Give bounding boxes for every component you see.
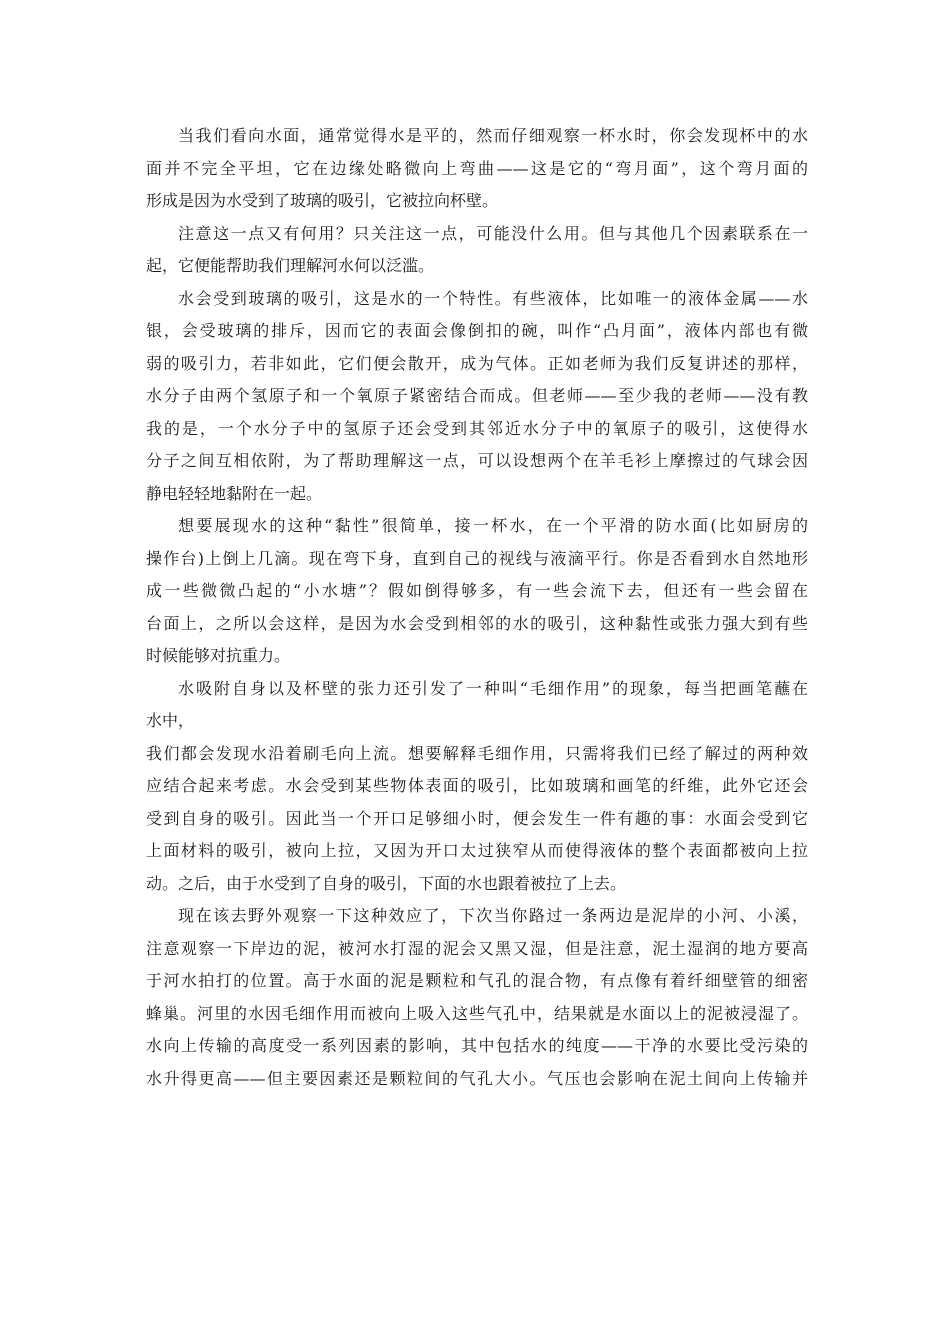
text-line: 注意观察一下岸边的泥，被河水打湿的泥会又黑又湿，但是注意，泥土湿润的地方要高 [146, 938, 808, 958]
text-line: 水升得更高——但主要因素还是颗粒间的气孔大小。气压也会影响在泥土间向上传输并 [146, 1068, 808, 1088]
text-line: 操作台)上倒上几滴。现在弯下身，直到自己的视线与液滴平行。你是否看到水自然地形 [146, 548, 808, 568]
text-line: 注意这一点又有何用？只关注这一点，可能没什么用。但与其他几个因素联系在一 [178, 223, 808, 243]
text-line: 面并不完全平坦，它在边缘处略微向上弯曲——这是它的“弯月面”，这个弯月面的 [146, 158, 808, 178]
body-text [146, 120, 808, 1095]
text-line: 水吸附自身以及杯壁的张力还引发了一种叫“毛细作用”的现象，每当把画笔蘸在 [178, 678, 808, 698]
text-line: 时候能够对抗重力。 [146, 646, 291, 665]
text-line: 台面上，之所以会这样，是因为水会受到相邻的水的吸引，这种黏性或张力强大到有些 [146, 613, 808, 633]
text-line: 弱的吸引力，若非如此，它们便会散开，成为气体。正如老师为我们反复讲述的那样， [146, 353, 808, 373]
text-line: 上面材料的吸引，被向上拉，又因为开口太过狭窄从而使得液体的整个表面都被向上拉 [146, 841, 808, 860]
text-line: 想要展现水的这种“黏性”很简单，接一杯水，在一个平滑的防水面(比如厨房的 [178, 516, 808, 535]
text-line: 应结合起来考虑。水会受到某些物体表面的吸引，比如玻璃和画笔的纤维，此外它还会 [146, 776, 808, 795]
text-line: 我的是，一个水分子中的氢原子还会受到其邻近水分子中的氧原子的吸引，这使得水 [146, 418, 808, 438]
text-line: 水向上传输的高度受一系列因素的影响，其中包括水的纯度——干净的水要比受污染的 [146, 1036, 808, 1055]
text-line: 于河水拍打的位置。高于水面的泥是颗粒和气孔的混合物，有点像有着纤细壁管的细密 [146, 971, 808, 990]
text-line: 水分子由两个氢原子和一个氧原子紧密结合而成。但老师——至少我的老师——没有教 [146, 386, 808, 405]
text-line: 现在该去野外观察一下这种效应了，下次当你路过一条两边是泥岸的小河、小溪， [178, 906, 808, 925]
text-line: 当我们看向水面，通常觉得水是平的，然而仔细观察一杯水时，你会发现杯中的水 [178, 126, 808, 145]
text-line: 形成是因为水受到了玻璃的吸引，它被拉向杯壁。 [146, 191, 499, 210]
text-line: 水中， [146, 711, 195, 730]
text-line: 成一些微微凸起的“小水塘”？假如倒得够多，有一些会流下去，但还有一些会留在 [146, 581, 808, 600]
text-line: 起，它便能帮助我们理解河水何以泛滥。 [146, 256, 435, 275]
text-line: 受到自身的吸引。因此当一个开口足够细小时，便会发生一件有趣的事：水面会受到它 [146, 808, 808, 828]
text-line: 蜂巢。河里的水因毛细作用而被向上吸入这些气孔中，结果就是水面以上的泥被浸湿了。 [146, 1003, 808, 1023]
text-line: 水会受到玻璃的吸引，这是水的一个特性。有些液体，比如唯一的液体金属——水 [178, 288, 808, 308]
text-line: 我们都会发现水沿着刷毛向上流。想要解释毛细作用，只需将我们已经了解过的两种效 [146, 743, 808, 763]
text-line: 银，会受玻璃的排斥，因而它的表面会像倒扣的碗，叫作“凸月面”，液体内部也有微 [146, 321, 808, 340]
text-line: 静电轻轻地黏附在一起。 [146, 483, 323, 503]
text-line: 分子之间互相依附，为了帮助理解这一点，可以设想两个在羊毛衫上摩擦过的气球会因 [146, 451, 808, 470]
text-line: 动。之后，由于水受到了自身的吸引，下面的水也跟着被拉了上去。 [146, 873, 627, 893]
